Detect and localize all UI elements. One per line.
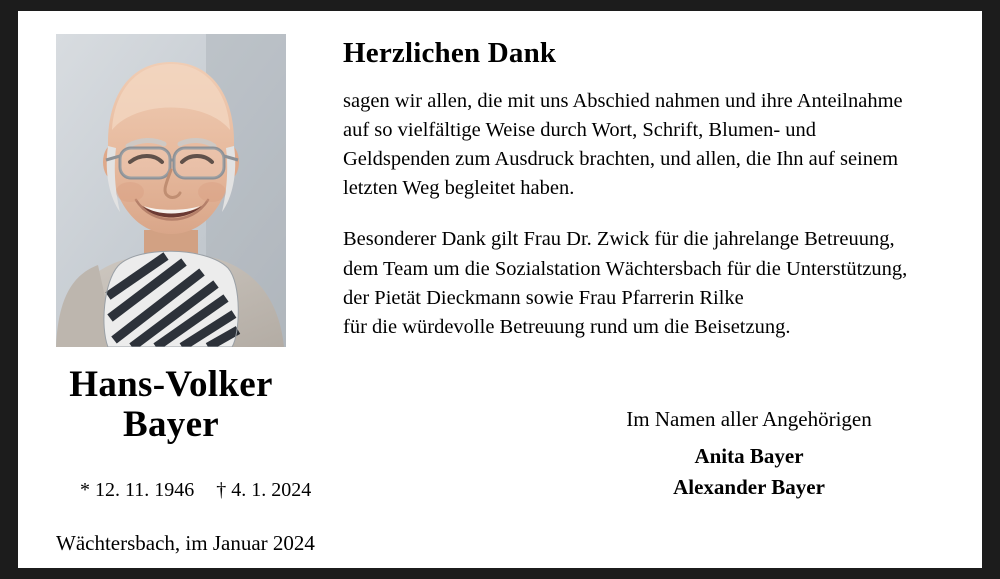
life-dates [40,456,312,525]
thanks-title: Herzlichen Dank [343,37,557,69]
paragraph-1-line-2: auf so vielfältige Weise durch Wort, Schrift, Blumen- und [343,119,817,142]
right-column [343,37,968,342]
paragraph-1-line-4: letzten Weg begleitet haben. [343,177,575,200]
deceased-name-line2: Bayer [122,403,220,445]
paragraph-2-line-1: Besonderer Dank gilt Frau Dr. Zwick für die jahrelange Betreuung, [343,228,895,251]
paragraph-2-line-2: dem Team um die Sozialstation Wächtersbach für die Unterstützung, [343,257,908,280]
portrait-photo [56,34,286,347]
thanks-paragraph-1 [343,87,968,203]
deceased-name [40,365,302,445]
signature-name-1: Anita Bayer [694,444,804,469]
paragraph-2-line-3: der Pietät Dieckmann sowie Frau Pfarrerin Rilke [343,286,744,309]
birth-date: * 12. 11. 1946 [80,478,195,501]
death-date: † 4. 1. 2024 [216,478,312,501]
signature-intro: Im Namen aller Angehörigen [626,407,872,432]
signature-block [534,407,964,502]
paragraph-1-line-3: Geldspenden zum Ausdruck brachten, und allen, die Ihn auf seinem [343,148,899,171]
place-and-date: Wächtersbach, im Januar 2024 [56,531,315,555]
portrait-image [56,34,286,347]
deceased-name-line1: Hans-Volker [69,364,273,405]
notice-inner [18,11,982,568]
paragraph-1-line-1: sagen wir allen, die mit uns Abschied nahmen und ihre Anteilnahme [343,90,903,112]
left-column [56,34,318,525]
signature-name-2: Alexander Bayer [673,474,825,499]
thanks-paragraph-2 [343,225,968,341]
paragraph-2-line-4: für die würdevolle Betreuung rund um die Beisetzung. [343,315,791,338]
